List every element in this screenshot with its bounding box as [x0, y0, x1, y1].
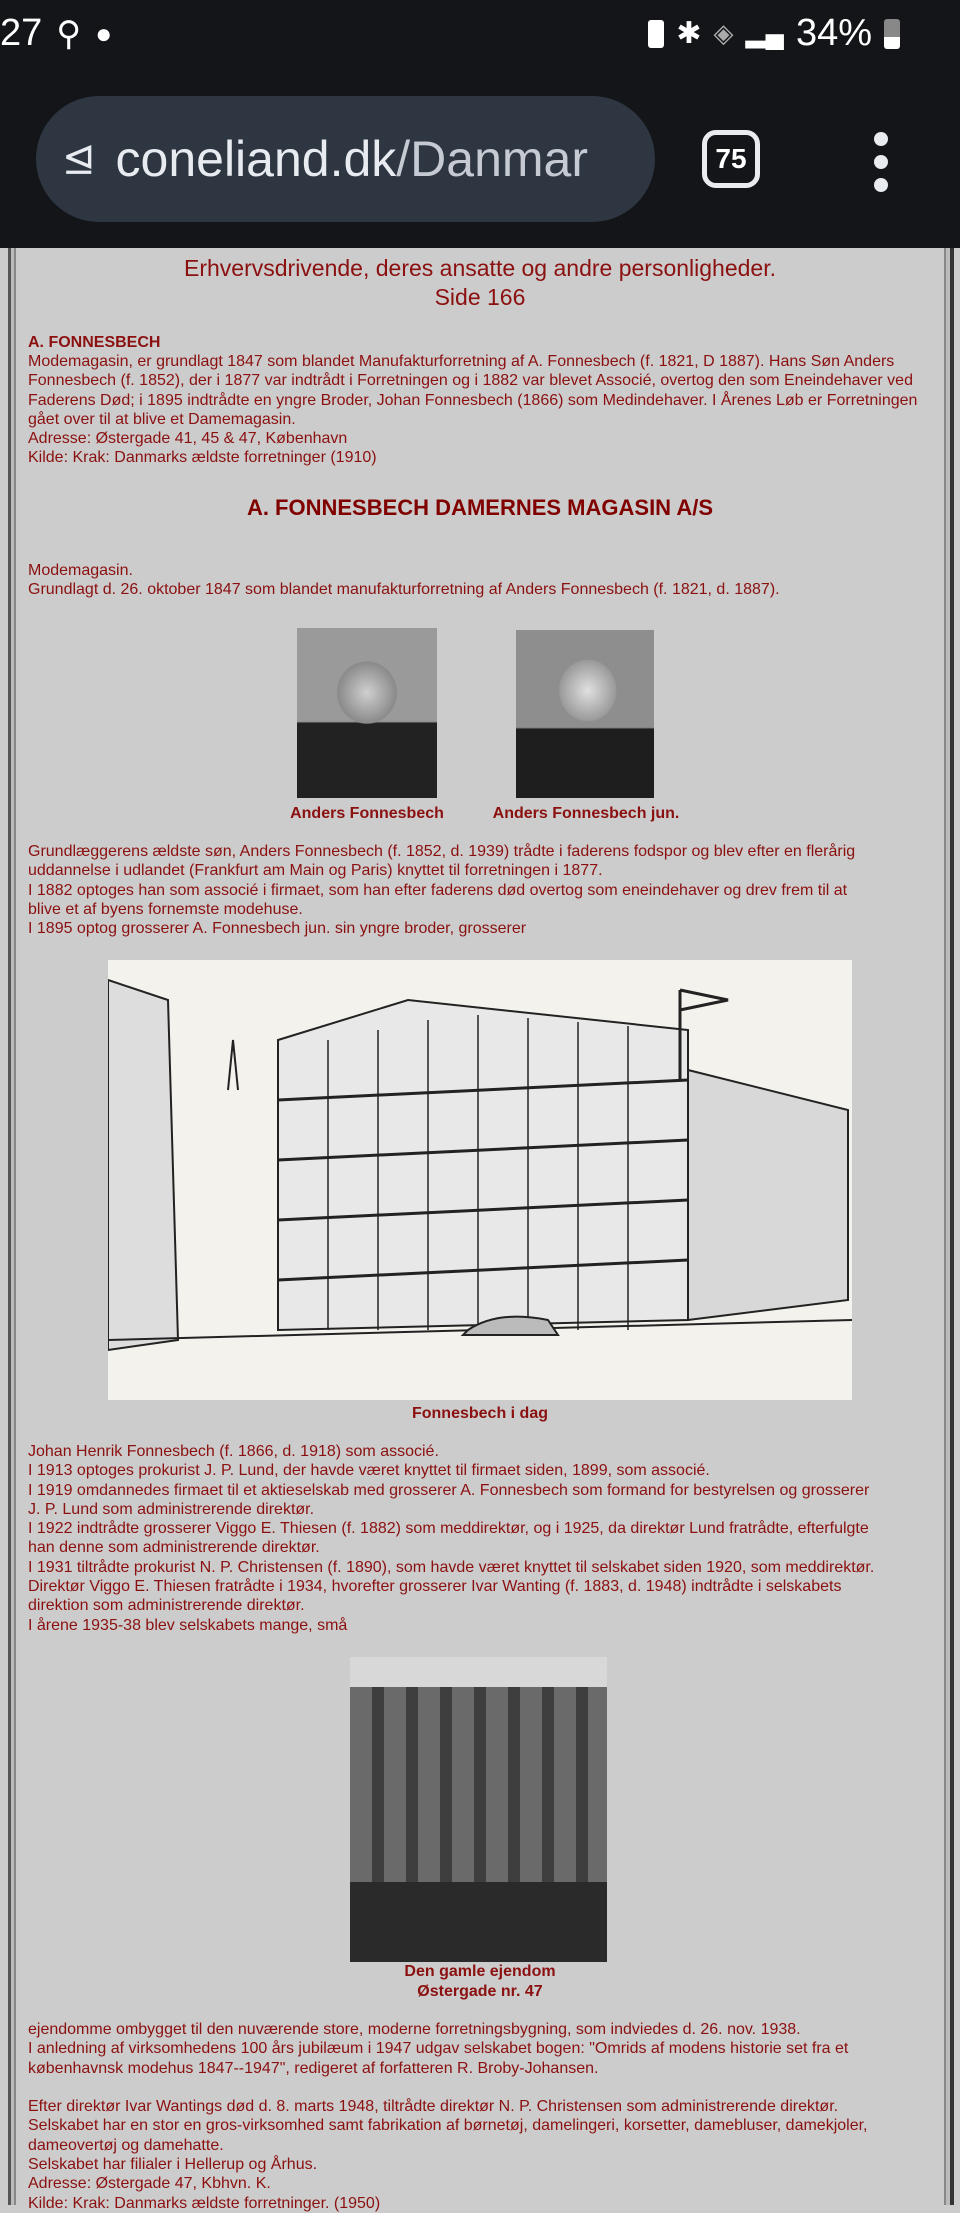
building-caption: Fonnesbech i dag	[411, 1405, 548, 1422]
old-building-photo	[350, 1657, 607, 1962]
portrait-anders-fonnesbech-jun	[516, 630, 654, 798]
text-line: Kilde: Krak: Danmarks ældste forretninger (1910)	[28, 449, 377, 467]
bluetooth-icon: ✱	[676, 17, 702, 50]
status-bar	[0, 12, 960, 62]
text-line: Grundlæggerens ældste søn, Anders Fonnesbech (f. 1852, d. 1939) trådte i faderens fodspor og blev efter en flerårig	[28, 843, 856, 860]
text-line: Adresse: Østergade 47, Kbhvn. K.	[28, 2175, 271, 2193]
building-drawing	[108, 960, 852, 1400]
text-line: I årene 1935-38 blev selskabets mange, små	[28, 1616, 348, 1634]
url-text[interactable]	[116, 130, 616, 188]
battery-icon	[884, 19, 900, 49]
text-line: københavnsk modehus 1847--1947", redigeret af forfatteren R. Broby-Johansen.	[28, 2059, 599, 2077]
text-line: I 1931 tiltrådte prokurist N. P. Christensen (f. 1890), som havde været knyttet til selskabet siden 1920, som meddirektør.	[28, 1558, 875, 1576]
tab-switcher-button[interactable]: 75	[702, 130, 760, 188]
text-line: Modemagasin.	[28, 562, 133, 579]
portrait-caption: Anders Fonnesbech jun.	[492, 805, 680, 822]
signal-icon: ▂▄	[745, 18, 784, 48]
old-building-caption: Østergade nr. 47	[417, 1983, 543, 2000]
more-menu-icon[interactable]	[874, 132, 888, 192]
paragraph-2	[28, 842, 855, 938]
old-building-caption: Den gamle ejendom	[404, 1963, 556, 1980]
company-heading: A. FONNESBECH DAMERNES MAGASIN A/S	[246, 495, 714, 520]
text-line: Modemagasin, er grundlagt 1847 som blandet Manufakturforretning af A. Fonnesbech (f. 1821, D 1887). Hans Søn Anders	[28, 353, 895, 370]
notification-icon: ●	[95, 17, 113, 49]
text-line	[28, 2078, 868, 2097]
text-line: I 1922 indtrådte grosserer Viggo E. Thiesen (f. 1882) som meddirektør, og i 1925, da direktør Lund fratrådte, efterfulgte	[28, 1520, 869, 1538]
wifi-icon: ◈	[713, 18, 734, 48]
section-heading: A. FONNESBECH	[28, 334, 161, 351]
section1-text	[28, 352, 917, 468]
text-line: J. P. Lund som administrerende direktør.	[28, 1500, 315, 1518]
battery-level: 34%	[795, 12, 872, 54]
text-line: I 1882 optoges han som associé i firmaet, som han efter faderens død overtog som eneindehaver og drev frem til at	[28, 881, 848, 899]
text-line: Kilde: Krak: Danmarks ældste forretninger. (1950)	[28, 2194, 381, 2212]
url-path: /Danmar	[396, 131, 589, 187]
text-line: I 1913 optoges prokurist J. P. Lund, der havde været knyttet til firmaet siden, 1899, som associé.	[28, 1462, 710, 1480]
text-line: Adresse: Østergade 41, 45 & 47, København	[28, 430, 348, 448]
text-line: Efter direktør Ivar Wantings død d. 8. marts 1948, tiltrådte direktør N. P. Christensen som administrerende direktør.	[28, 2098, 839, 2116]
text-line: Selskabet har filialer i Hellerup og Århus.	[28, 2156, 318, 2174]
battery-saver-icon	[648, 20, 664, 48]
paragraph-4	[28, 2020, 868, 2213]
page-title: Erhvervsdrivende, deres ansatte og andre personligheder.	[184, 255, 776, 281]
text-line: I 1919 omdannedes firmaet til et aktieselskab med grosserer A. Fonnesbech som formand for bestyrelsen og grosserer	[28, 1481, 870, 1499]
page-frame-right	[944, 248, 954, 2205]
text-line: dameovertøj og damehatte.	[28, 2136, 224, 2154]
text-line: Grundlagt d. 26. oktober 1847 som blandet manufakturforretning af Anders Fonnesbech (f. 1821, d. 1887).	[28, 581, 780, 599]
shopfront	[350, 1882, 607, 1962]
text-line: Fonnesbech (f. 1852), der i 1877 var indtrådt i Forretningen og i 1882 var blevet Associé, overtog den som Eneindehaver ved	[28, 372, 913, 390]
intro-text	[28, 561, 780, 600]
text-line: ejendomme ombygget til den nuværende store, moderne forretningsbygning, som indviedes d. 26. nov. 1938.	[28, 2021, 801, 2038]
search-icon: ⚲	[56, 14, 82, 53]
portrait-caption: Anders Fonnesbech	[290, 805, 444, 822]
url-host: coneliand.dk	[115, 131, 397, 187]
text-line: Selskabet har en stor en gros-virksomhed samt fabrikation af børnetøj, damelingeri, korsetter, damebluser, damekjoler,	[28, 2117, 868, 2135]
address-bar[interactable]	[36, 96, 655, 222]
text-line: Faderens Død; i 1895 indtrådte en yngre Broder, Johan Fonnesbech (1866) som Medindehaver. I Årenes Løb er Forretningen	[28, 391, 918, 409]
text-line: I 1895 optog grosserer A. Fonnesbech jun. sin yngre broder, grosserer	[28, 920, 527, 938]
paragraph-3	[28, 1442, 874, 1635]
text-line: I anledning af virksomhedens 100 års jubilæum i 1947 udgav selskabet bogen: "Omrids af modens historie set fra et	[28, 2040, 849, 2058]
browser-chrome	[0, 0, 960, 248]
portrait-anders-fonnesbech	[297, 628, 437, 798]
page-number: Side 166	[434, 284, 526, 310]
clock: 27	[0, 12, 43, 54]
text-line: Direktør Viggo E. Thiesen fratrådte i 1934, hvorefter grosserer Ivar Wanting (f. 1883, d. 1948) indtrådte i selskabets	[28, 1578, 842, 1596]
site-settings-icon[interactable]: ⊴	[62, 137, 96, 181]
text-line: uddannelse i udlandet (Frankfurt am Main og Paris) knyttet til forretningen i 1877.	[28, 862, 603, 880]
text-line: gået over til at blive et Damemagasin.	[28, 410, 296, 428]
text-line: han denne som administrerende direktør.	[28, 1539, 320, 1557]
page-frame-left	[8, 248, 16, 2205]
text-line: Johan Henrik Fonnesbech (f. 1866, d. 1918) som associé.	[28, 1443, 439, 1460]
sky	[350, 1657, 607, 1687]
text-line: direktion som administrerende direktør.	[28, 1597, 305, 1615]
text-line: blive et af byens fornemste modehuse.	[28, 900, 303, 918]
